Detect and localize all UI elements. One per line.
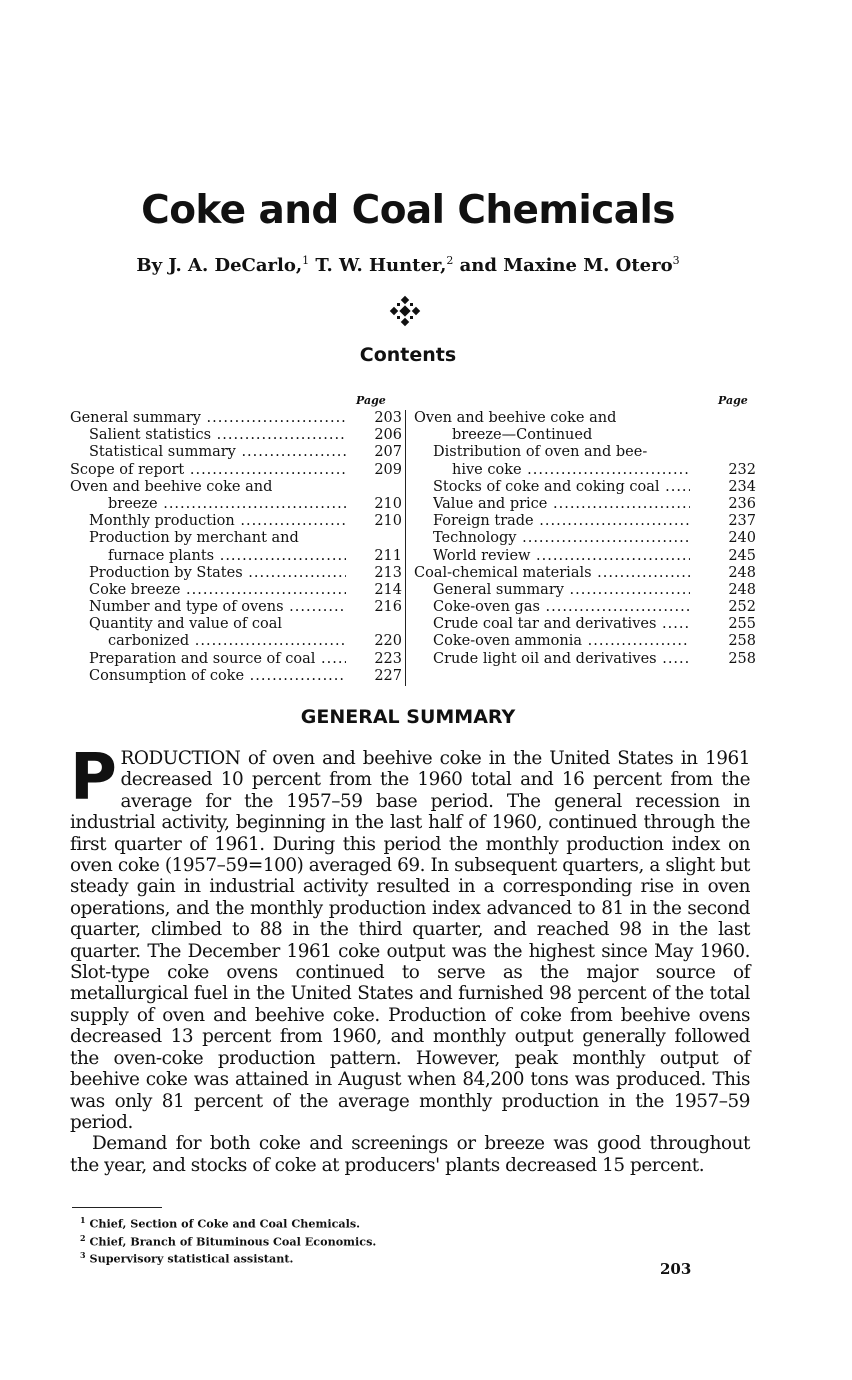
toc-label: World review ..... bbox=[433, 548, 690, 565]
toc-left-column bbox=[70, 410, 404, 685]
toc-entry bbox=[70, 479, 404, 496]
toc-entry bbox=[414, 410, 752, 427]
toc-page-header: Page bbox=[718, 394, 748, 407]
toc-entry bbox=[414, 616, 756, 633]
footnote-mark: 2 bbox=[446, 254, 454, 267]
toc-label: breeze—Continued bbox=[452, 427, 593, 444]
footnote: $^1$ Chief, Section of Coke and Coal Chemicals. bbox=[80, 1215, 361, 1231]
toc-label: Preparation and source of coal ..... bbox=[89, 651, 346, 668]
toc-entry bbox=[70, 565, 404, 582]
toc-label: Production by merchant and bbox=[89, 530, 299, 547]
toc-entry bbox=[70, 633, 404, 650]
toc-label: Quantity and value of coal bbox=[89, 616, 283, 633]
page-title: Coke and Coal Chemicals bbox=[141, 188, 675, 233]
toc-page-number: 210 bbox=[366, 496, 402, 513]
toc-page-number: 248 bbox=[720, 565, 756, 582]
footnote: $^2$ Chief, Branch of Bituminous Coal Economics. bbox=[80, 1232, 377, 1249]
toc-entry bbox=[70, 651, 404, 668]
author-line bbox=[0, 254, 816, 276]
toc-entry bbox=[414, 633, 756, 650]
toc-page-number: 248 bbox=[720, 582, 756, 599]
toc-page-number: 237 bbox=[720, 513, 756, 530]
toc-label: Crude light oil and derivatives ..... bbox=[433, 651, 690, 668]
toc-entry bbox=[414, 495, 756, 513]
toc-label: Production by States ..... bbox=[89, 565, 346, 582]
paragraph-text: RODUCTION of oven and beehive coke in the United States in 1961 decreased 10 percent from the 1960 total and 16 percent from the average for the 1957–59 base period. The general recession in industrial activity, beginning in the last half of 1960, continued through the first quarter of 1961. During this period the monthly production index on oven coke (1957–59=100) averaged 69. In subsequent quarters, a slight but steady gain in industrial activity resulted in a corresponding rise in oven operations, and the monthly production index advanced to 81 in the second quarter, climbed to 88 in the third quarter, and reached 98 in the last quarter. The December 1961 coke output was the highest since May 1960. Slot-type coke ovens continued to serve as the major source of metallurgical fuel in the United States and furnished 98 percent of the total supply of oven and beehive coke. Production of coke from beehive ovens decreased 13 percent from 1960, and monthly output generally followed the oven-coke production pattern. However, peak monthly output of beehive coke was attained in August when 84,200 tons was produced. This was only 81 percent of the average monthly production in the 1957–59 period. bbox=[70, 748, 750, 1133]
toc-page-number: 223 bbox=[366, 651, 402, 668]
page-number: 203 bbox=[660, 1260, 692, 1278]
footnotes bbox=[80, 1213, 376, 1266]
toc-label: Stocks of coke and coking coal ..... bbox=[433, 479, 690, 496]
toc-page-number: 227 bbox=[366, 668, 402, 685]
toc-label: Foreign trade ..... bbox=[433, 513, 690, 530]
toc-label: Number and type of ovens ..... bbox=[89, 599, 346, 616]
toc-label: Coke-oven gas ..... bbox=[433, 599, 690, 616]
toc-label: Distribution of oven and bee- bbox=[433, 444, 648, 461]
toc-page-number: 252 bbox=[720, 599, 756, 616]
toc-label: Coal-chemical materials ..... bbox=[414, 565, 690, 582]
footnote-mark: 3 bbox=[672, 254, 680, 267]
toc-page-number: 232 bbox=[720, 462, 756, 479]
toc-label: hive coke ..... bbox=[452, 462, 690, 479]
toc-entry bbox=[70, 444, 404, 461]
toc-entry bbox=[70, 462, 404, 479]
toc-page-number: 255 bbox=[720, 616, 756, 633]
toc-entry bbox=[414, 530, 756, 547]
toc-page-header: Page bbox=[356, 394, 386, 407]
toc-page-number: 214 bbox=[366, 582, 402, 599]
toc-entry bbox=[414, 427, 752, 444]
toc-label: Coke-oven ammonia ..... bbox=[433, 633, 690, 650]
toc-label: Oven and beehive coke and bbox=[414, 410, 617, 426]
toc-entry bbox=[414, 478, 756, 496]
author-name: J. A. DeCarlo, bbox=[168, 255, 303, 276]
toc-entry bbox=[414, 564, 756, 582]
toc-label: Salient statistics ..... bbox=[89, 427, 346, 444]
toc-label: Scope of report ..... bbox=[70, 462, 346, 479]
toc-page-number: 210 bbox=[366, 513, 402, 530]
paragraph bbox=[70, 741, 750, 1133]
toc-page-number: 258 bbox=[720, 651, 756, 668]
toc-page-number: 211 bbox=[366, 548, 402, 565]
toc-label: Consumption of coke ..... bbox=[89, 668, 346, 685]
toc-page-number: 213 bbox=[366, 565, 402, 582]
toc-entry bbox=[70, 496, 404, 513]
toc-label: Statistical summary ..... bbox=[89, 444, 346, 461]
toc-page-number: 220 bbox=[366, 633, 402, 650]
section-heading: GENERAL SUMMARY bbox=[300, 706, 516, 728]
toc-label: Coke breeze ..... bbox=[89, 582, 346, 599]
toc-page-number: 207 bbox=[366, 444, 402, 461]
toc-page-number: 216 bbox=[366, 599, 402, 616]
toc-page-number: 258 bbox=[720, 633, 756, 650]
toc-entry bbox=[414, 650, 756, 668]
toc-entry bbox=[70, 513, 404, 530]
contents-heading: Contents bbox=[359, 344, 457, 366]
toc-page-number: 209 bbox=[366, 462, 402, 479]
footnote: $^3$ Supervisory statistical assistant. bbox=[80, 1250, 294, 1267]
toc-entry bbox=[414, 581, 756, 599]
toc-entry bbox=[70, 548, 404, 565]
toc-entry bbox=[70, 616, 404, 633]
paragraph: Demand for both coke and screenings or breeze was good throughout the year, and stocks of coke at producers' plants decreased 15 percent. bbox=[70, 1133, 750, 1176]
ornament-icon bbox=[388, 294, 422, 328]
toc-page-number: 245 bbox=[720, 548, 756, 565]
toc-label: General summary ..... bbox=[433, 582, 690, 599]
toc-entry bbox=[70, 582, 404, 599]
toc-entry bbox=[70, 599, 404, 616]
author-name: Maxine M. Otero bbox=[503, 255, 673, 276]
author-prefix: and bbox=[453, 255, 504, 276]
toc-label: Technology ..... bbox=[433, 530, 690, 547]
toc-label: Oven and beehive coke and bbox=[70, 478, 273, 495]
toc-entry bbox=[414, 599, 756, 616]
toc-label: Monthly production ..... bbox=[89, 513, 346, 530]
footnote-rule bbox=[72, 1207, 162, 1208]
toc-page-number: 206 bbox=[366, 427, 402, 444]
toc-label: furnace plants ..... bbox=[108, 548, 346, 565]
toc-page-number: 240 bbox=[720, 530, 756, 547]
toc-label: General summary ..... bbox=[70, 410, 346, 427]
toc-entry bbox=[414, 444, 752, 461]
body-text bbox=[70, 741, 750, 1176]
toc-label: carbonized ..... bbox=[108, 633, 346, 650]
toc-label: breeze ..... bbox=[108, 496, 346, 513]
footnote-mark: 1 bbox=[302, 254, 310, 267]
toc-entry bbox=[70, 530, 404, 547]
toc-entry bbox=[414, 461, 756, 479]
toc-right-column bbox=[414, 410, 756, 668]
toc-label: Crude coal tar and derivatives ..... bbox=[433, 616, 690, 633]
author-name: T. W. Hunter, bbox=[315, 255, 447, 276]
toc-entry bbox=[70, 668, 404, 685]
toc-label: Value and price ..... bbox=[433, 496, 690, 513]
drop-cap: P bbox=[70, 741, 117, 815]
toc-entry bbox=[70, 410, 404, 427]
toc-entry bbox=[414, 513, 756, 530]
toc-page-number: 234 bbox=[720, 479, 756, 496]
toc-page-number: 203 bbox=[366, 410, 402, 427]
toc-entry bbox=[70, 427, 404, 444]
toc-entry bbox=[414, 547, 756, 565]
toc-page-number: 236 bbox=[720, 496, 756, 513]
toc-divider bbox=[405, 410, 406, 686]
author-prefix: By bbox=[136, 255, 169, 276]
